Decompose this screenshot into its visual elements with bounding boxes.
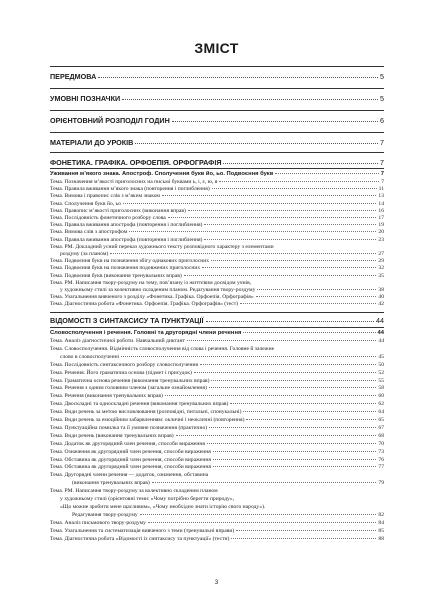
entry-page: 88	[378, 535, 384, 542]
toc-entry[interactable]	[50, 229, 384, 236]
entry-title: Тема. Правила вживання апострофа (повторення і поглиблення)	[50, 236, 203, 243]
leader-dots	[98, 77, 378, 78]
toc-entry[interactable]	[50, 301, 384, 308]
divider	[50, 110, 384, 111]
leader-dots	[140, 514, 377, 515]
entry-title: Тема. Аналіз діагностичної роботи. Навчальний диктант	[50, 338, 185, 344]
divider	[50, 312, 384, 313]
entry-title: слово в словосполученні	[60, 353, 120, 360]
toc-entry[interactable]	[50, 179, 384, 186]
leader-dots	[172, 121, 378, 122]
leader-dots	[246, 419, 376, 420]
leader-dots	[213, 459, 377, 460]
entry-title: Тема. Подвоєння букв (виконання тренувальних вправ)	[50, 272, 182, 279]
leader-dots	[275, 173, 378, 174]
leader-dots	[202, 267, 376, 268]
entry-page: 60	[378, 393, 384, 400]
toc-entry[interactable]	[50, 441, 384, 448]
leader-dots	[168, 217, 377, 218]
divider	[50, 132, 384, 133]
entry-page: 45	[378, 353, 384, 360]
entry-title: Тема. Види речень за емоційним забарвленням: окличні і неокличні (повторення)	[50, 417, 245, 423]
toc-entry[interactable]	[50, 362, 384, 369]
section-page: 5	[380, 94, 384, 103]
toc-entry[interactable]	[50, 433, 384, 440]
leader-dots	[129, 231, 376, 232]
entry-title: Тема. Позначення м’якості приголосних на письмі буквами ь, і, є, ю, я	[50, 179, 218, 185]
toc-section-materials[interactable]	[50, 138, 384, 147]
section-page: 7	[380, 158, 384, 167]
leader-dots	[207, 443, 376, 444]
toc-section-phonetics[interactable]	[50, 158, 384, 167]
entry-page: 11	[378, 186, 384, 193]
entry-title: Тема. Вимова і правопис слів з м’яким знаком	[50, 193, 160, 200]
entry-page: 38	[378, 287, 384, 293]
toc-entry[interactable]	[50, 208, 384, 215]
toc-entry[interactable]	[50, 425, 384, 432]
entry-title: Тема. Речення з одним головним членом (загальне ознайомлення)	[50, 385, 207, 392]
entry-page: 62	[378, 401, 384, 408]
page-number: 3	[214, 580, 219, 586]
entry-page: 84	[378, 519, 384, 526]
leader-dots	[211, 260, 376, 261]
toc-entry[interactable]	[50, 378, 384, 385]
entry-title: Тема. Правопис м’якості приголосних (виконання вправ)	[50, 207, 186, 214]
entry-title: Тема. Подвоєння букв на позначення збігу однакових приголосних	[50, 258, 210, 265]
toc-entry[interactable]	[50, 512, 384, 519]
leader-dots	[194, 372, 377, 373]
toc-entry[interactable]	[50, 265, 384, 272]
entry-page: 55	[378, 377, 384, 384]
toc-section-hours[interactable]	[50, 116, 384, 125]
entry-title: Тема. Подвоєння букв на позначення подовжених приголосних	[50, 265, 201, 272]
leader-dots	[162, 195, 376, 196]
entry-title: Тема. Види речень за метою висловлювання (розповідні, питальні, спонукальні)	[50, 409, 242, 416]
entry-page: 67	[378, 424, 384, 431]
entry-title: Тема. Речення. Його граматична основа (підмет і присудок)	[50, 369, 192, 376]
leader-dots	[152, 482, 377, 483]
entry-page: 17	[378, 215, 384, 221]
entry-page: 65	[378, 417, 384, 423]
entry-page: 77	[378, 464, 384, 471]
toc-entry[interactable]	[50, 496, 384, 503]
entry-page: 19	[378, 222, 384, 229]
subsection-title: Словосполучення і речення. Головні та другорядні члени речення	[50, 330, 242, 336]
section-title: ФОНЕТИКА. ГРАФІКА. ОРФОЕПІЯ. ОРФОГРАФІЯ	[50, 158, 222, 167]
section-page: 7	[380, 138, 384, 147]
entry-title: Тема. РМ. Написання твору-роздуму на тему, пов’язану із життєвим досвідом учнів,	[50, 279, 252, 286]
entry-title: Тема. Послідовність фонетичного розбору слова	[50, 215, 166, 221]
subsection-title: Уживання м’якого знака. Апостроф. Сполучення букв йо, ьо. Подвоєння букв	[50, 171, 274, 177]
toc-entry[interactable]	[50, 186, 384, 193]
entry-title: Тема. Додаток як другорядний член речення, способи вираження	[50, 440, 205, 447]
entry-page: 73	[378, 448, 384, 455]
leader-dots	[187, 340, 377, 341]
toc-entry[interactable]	[50, 472, 384, 479]
page-title: ЗМІСТ	[194, 40, 239, 56]
divider	[50, 168, 384, 169]
leader-dots	[122, 99, 378, 100]
toc-entry[interactable]	[50, 401, 384, 408]
leader-dots	[135, 143, 378, 144]
toc-entry[interactable]	[50, 280, 384, 287]
leader-dots	[223, 163, 378, 164]
entry-page: 82	[378, 511, 384, 518]
entry-page: 44	[378, 338, 384, 344]
leader-dots	[213, 451, 377, 452]
leader-dots	[204, 239, 376, 240]
toc-entry[interactable]	[50, 251, 384, 258]
entry-title: Тема. Означення як другорядний член речення, способи вираження	[50, 448, 211, 455]
toc-entry[interactable]	[50, 215, 384, 222]
leader-dots	[165, 395, 377, 396]
toc-entry[interactable]	[50, 457, 384, 464]
section-title: ОРІЄНТОВНИЙ РОЗПОДІЛ ГОДИН	[50, 116, 170, 125]
divider	[50, 66, 384, 67]
entry-page: 85	[378, 527, 384, 534]
section-page: 5	[380, 72, 384, 81]
entry-page: 68	[378, 432, 384, 439]
toc-entry[interactable]	[50, 528, 384, 535]
entry-title: Тема. Правила вживання апострофа (повторення і поглиблення)	[50, 222, 203, 229]
toc-section-preface[interactable]	[50, 72, 384, 81]
entry-page: 40	[378, 294, 384, 301]
toc-entry[interactable]	[50, 480, 384, 487]
entry-title: Тема. Речення (виконання тренувальних вправ)	[50, 393, 163, 400]
toc-entry[interactable]	[50, 354, 384, 361]
toc-entry[interactable]	[50, 488, 384, 495]
toc-entry[interactable]	[50, 393, 384, 400]
entry-title: «Що можне зробити мене щасливим», «Чому необхідно знати історію свого народу»).	[60, 503, 266, 510]
toc-entry[interactable]	[50, 385, 384, 392]
divider	[50, 88, 384, 89]
leader-dots	[230, 403, 376, 404]
entry-title: Тема. Види речень (виконання тренувальних вправ)	[50, 432, 174, 439]
divider	[50, 152, 384, 153]
toc-subsection[interactable]	[50, 171, 384, 178]
entry-page: 58	[378, 385, 384, 392]
entry-page: 50	[378, 361, 384, 368]
entry-page: 13	[378, 193, 384, 200]
entry-title: у художньому стилі (орієнтовні теми: «Чому потрібно берегти природу»,	[60, 496, 235, 502]
leader-dots	[243, 411, 376, 412]
leader-dots	[206, 321, 374, 322]
leader-dots	[200, 364, 376, 365]
toc-entry[interactable]	[50, 193, 384, 200]
entry-page: 14	[378, 200, 384, 207]
entry-title: Тема. Сполучення букв йо, ьо	[50, 200, 121, 207]
leader-dots	[212, 188, 377, 189]
leader-dots	[257, 289, 376, 290]
toc-subsection[interactable]	[50, 330, 384, 337]
entry-title: Тема. Двоскладні та односкладні речення (виконання тренувальних вправ)	[50, 401, 229, 408]
entry-page: 20	[378, 229, 384, 236]
leader-dots	[256, 296, 377, 297]
section-title: ПЕРЕДМОВА	[50, 72, 97, 81]
toc-section-symbols[interactable]	[50, 94, 384, 103]
entry-title: Тема. Діагностична робота «Відомості із синтаксису та пунктуації» (тести)	[50, 535, 230, 542]
toc-entry[interactable]	[50, 409, 384, 416]
leader-dots	[231, 538, 376, 539]
entry-title: Тема. Пунктуаційна помилка та її умовне позначення (практично)	[50, 424, 208, 431]
toc-entry[interactable]	[50, 273, 384, 280]
toc-section-syntax[interactable]	[50, 316, 384, 325]
toc-entry[interactable]	[50, 504, 384, 511]
leader-dots	[240, 303, 376, 304]
leader-dots	[176, 435, 377, 436]
toc-entry[interactable]	[50, 237, 384, 244]
toc-entry[interactable]	[50, 244, 384, 251]
section-title: МАТЕРІАЛИ ДО УРОКІВ	[50, 138, 134, 147]
leader-dots	[236, 530, 376, 531]
section-title: УМОВНІ ПОЗНАЧКИ	[50, 94, 121, 103]
entry-page: 42	[378, 301, 384, 308]
entry-page: 35	[378, 272, 384, 279]
entry-title: Тема. РМ. Докладний усний переказ художнього тексту розповідного характеру з елементами	[50, 243, 274, 250]
toc-entry[interactable]	[50, 338, 384, 345]
entry-title: у художньому стилі за колективно складеним планом. Редагування твору-роздуму	[60, 287, 256, 293]
entry-title: Тема. Правила вживання м’якого знака (повторення і поглиблення)	[50, 186, 210, 193]
leader-dots	[204, 224, 376, 225]
leader-dots	[123, 203, 377, 204]
entry-title: Тема. Обставина як другорядний член речення, способи вираження	[50, 456, 211, 463]
leader-dots	[213, 466, 377, 467]
entry-page: 76	[378, 456, 384, 463]
entry-title: Тема. Словосполучення. Відмінність словосполучення від слова і речення. Головне й залежне	[50, 345, 275, 352]
entry-title: Тема. РМ. Написання твору-роздуму за колективно складеним планом	[50, 488, 218, 495]
toc-entry[interactable]	[50, 520, 384, 527]
entry-page: 32	[378, 265, 384, 272]
leader-dots	[110, 253, 376, 254]
entry-title: Тема. Обставина як другорядний член речення, способи вираження	[50, 464, 211, 471]
toc-entry[interactable]	[50, 449, 384, 456]
entry-title: роздуму (за планом)	[60, 251, 109, 257]
leader-dots	[209, 427, 376, 428]
entry-page: 7	[381, 179, 384, 185]
entry-title: Редагування твору-роздуму	[72, 511, 138, 518]
section-page: 6	[380, 116, 384, 125]
leader-dots	[209, 387, 377, 388]
subsection-page: 7	[380, 171, 384, 177]
entry-page: 29	[378, 258, 384, 265]
entry-page: 16	[378, 207, 384, 214]
leader-dots	[219, 181, 379, 182]
leader-dots	[243, 332, 375, 333]
entry-title: (виконання тренувальних вправ)	[72, 480, 150, 487]
toc-entry[interactable]	[50, 287, 384, 294]
leader-dots	[211, 380, 376, 381]
entry-title: Тема. Узагальнення вивченого з розділу «Фонетика. Графіка. Орфоепія. Орфографія»	[50, 294, 254, 301]
section-title: ВІДОМОСТІ З СИНТАКСИСУ ТА ПУНКТУАЦІЇ	[50, 316, 204, 325]
toc-entry[interactable]	[50, 536, 384, 543]
subsection-page: 44	[377, 330, 384, 336]
entry-page: 23	[378, 236, 384, 243]
section-page: 44	[376, 316, 384, 325]
entry-title: Тема. Послідовність синтаксичного розбору словосполучення	[50, 361, 199, 368]
entry-title: Тема. Діагностична робота «Фонетика. Орфоепія. Графіка. Орфографія» (тест)	[50, 301, 239, 308]
leader-dots	[121, 356, 376, 357]
entry-page: 52	[378, 369, 384, 376]
entry-page: 64	[378, 409, 384, 416]
entry-title: Тема. Узагальнення та систематизація вивченого з теми (тренувальні вправи)	[50, 527, 235, 534]
toc-entry[interactable]	[50, 464, 384, 471]
entry-page: 79	[378, 480, 384, 487]
toc-entry[interactable]	[50, 370, 384, 377]
entry-title: Тема. Аналіз письмового твору-роздуму	[50, 519, 146, 526]
toc-entry[interactable]	[50, 201, 384, 208]
entry-page: 27	[378, 251, 384, 257]
entry-title: Тема. Граматична основа речення (виконання тренувальних вправ)	[50, 377, 210, 384]
entry-title: Тема. Другорядні члени речення — додаток, означення, обставина	[50, 472, 209, 479]
entry-title: Тема. Вимова слів з апострофом	[50, 229, 128, 236]
leader-dots	[148, 522, 376, 523]
entry-page: 70	[378, 440, 384, 447]
toc-entry[interactable]	[50, 346, 384, 353]
leader-dots	[184, 275, 377, 276]
divider	[50, 327, 384, 328]
leader-dots	[188, 210, 376, 211]
toc-entry[interactable]	[50, 417, 384, 424]
